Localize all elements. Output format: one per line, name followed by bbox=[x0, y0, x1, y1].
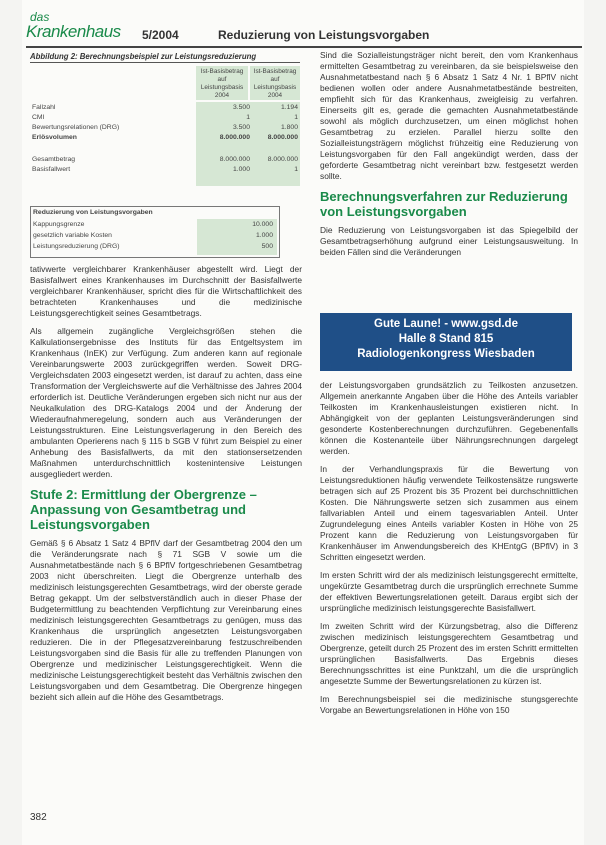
ad-line-3: Radiologenkongress Wiesbaden bbox=[357, 348, 535, 360]
body-paragraph: Im ersten Schritt wird der als medizinisch leistungsgerecht ermittelte, ungekürzte Gesamtbetrag durch die ursprünglich errechnete Summe der effektiven Bewertungsrelationen geteilt. Daraus ergibt sich der ursprüngliche medizinisch leistungsgerechte Basisfallwert. bbox=[320, 570, 578, 613]
logo-prefix: das bbox=[30, 10, 50, 24]
box-row-label: gesetzlich variable Kosten bbox=[33, 232, 112, 239]
ad-line-1: Gute Laune! - www.gsd.de bbox=[374, 318, 518, 330]
figure-col1-header: Ist-Basisbetrag auf Leistungsbasis 2004 bbox=[196, 66, 248, 100]
left-column bbox=[30, 264, 302, 710]
body-paragraph: Im zweiten Schritt wird der Kürzungsbetrag, also die Differenz zwischen medizinisch leistungsgerechtem Gesamtbetrag und Obergrenze, geteilt durch 25 Prozent des im ersten Schritt ermittelten ursprünglichen Basisfallwerts. Das Ergebnis dieses Berechnungsschrittes ist eine Punktzahl, um die die ursprünglich angesetzte Summe der Bewertungsrelationen zu kürzen ist. bbox=[320, 621, 578, 686]
box-row-value: 10.000 bbox=[252, 221, 273, 228]
row-label: Fallzahl bbox=[32, 104, 56, 111]
body-paragraph: der Leistungsvorgaben grundsätzlich zu Teilkosten anzusetzen. Allgemein anerkannte Angaben über die Höhe des Anteils variabler Teilkosten im Krankenhausleistungen existieren nicht. In Abhängigkeit von der geplanten Leistungsveränderungen sind gesonderte Kostenberechnungen durchzuführen. Gegebenenfalls können die Kostenanteile über Nährungsrechnungen dargelegt werden. bbox=[320, 380, 578, 456]
box-row-value: 500 bbox=[261, 243, 273, 250]
figure-row bbox=[30, 124, 300, 133]
box-row bbox=[31, 243, 279, 252]
row-label: Basisfallwert bbox=[32, 166, 71, 173]
figure-col2-header: Ist-Basisbetrag auf Leistungsbasis 2004 bbox=[250, 66, 300, 100]
row-label: Erlösvolumen bbox=[32, 134, 77, 141]
journal-logo: Krankenhaus bbox=[26, 22, 121, 41]
body-paragraph: In der Verhandlungspraxis für die Bewertung von Leistungsreduktionen häufig verwendete Teilkostensätze rungswerte betragen sich auf 25 Prozent bis 35 Prozent bei durchschnittlichen Kosten. Die Nährungswerte setzen sich zusammen aus einem fallvariablen Anteil und einem tagesvariablen Anteil. Unter Zugrundelegung eines Anteils variabler Kosten in Höhe von 25 Prozent kann die Reduzierung von Leistungsvorgaben für Krankenhäuser im Anwendungsbereich des KHEntgG (BPflV) in 3 Schritten eingesetzt werden. bbox=[320, 464, 578, 562]
body-paragraph: Sind die Sozialleistungsträger nicht bereit, den vom Krankenhaus ermittelten Gesamtbetrag zu vereinbaren, da sie beispielsweise den Ausnahmetatbestand nach § 6 Absatz 1 Satz 4 Nr. 1 BPflV nicht bedienen wollen oder andere Ausnahmetatbestände bestreiten, empfiehlt sich für das Krankenhaus, zweigleisig zu verfahren. Einerseits gilt es, gerade die gemachten Ausnahmetatbestände sowohl als möglich durchzusetzen, um einen möglichst hohen Gesamtbetrag zu erzielen. Parallel hierzu sollte den Sozialleistungsträgern möglichst frühzeitig eine Reduzierung von Leistungsvorgaben für den Fall angekündigt werden, dass der geforderte Gesamtbetrag nicht vereinbart bzw. festgesetzt werden sollte. bbox=[320, 50, 578, 181]
figure-row bbox=[30, 114, 300, 123]
figure-row bbox=[30, 166, 300, 175]
section-heading-berechnungsverfahren: Berechnungsverfahren zur Reduzierung von Leistungsvorgaben bbox=[320, 189, 568, 219]
figure-row bbox=[30, 104, 300, 113]
row-value-2: 8.000.000 bbox=[267, 134, 298, 141]
advertisement-box bbox=[320, 313, 572, 371]
page bbox=[22, 0, 584, 845]
row-value-1: 3.500 bbox=[232, 124, 250, 131]
row-label: CMI bbox=[32, 114, 45, 121]
issue-number: 5/2004 bbox=[142, 28, 179, 42]
page-header bbox=[22, 8, 584, 46]
body-paragraph: Als allgemein zugängliche Vergleichsgrößen stehen die Kalkulationsergebnisse des Instituts für das Entgeltsystem im Krankenhaus (InEK) zur Verfügung. Zum anderen kann auf regionale Vereinbarungswerte 2003 zurückgegriffen werden. Soweit DRG-Vergleichsdaten 2003 eingesetzt werden, ist darauf zu achten, dass eine Transformation der Vergleichswerte auf die Verhältnisse des Jahres 2004 erforderlich ist. Deutliche Veränderungen ergeben sich nicht nur aus der Neukalkulation des DRG-Katalogs 2004 und der Änderung der Wiederaufnahmeregelung, sondern auch aus Veränderungen der Leistungsstrukturen. Eine Leistungsverlagerung in den Bereich des ambulanten Operierens nach § 115 b SGB V führt zum Beispiel zu einer Anhebung des Basisfallwerts, da mit den stationsersetzenden Maßnahmen unterdurchschnittlich kostenintensive Leistungen ausgegliedert werden. bbox=[30, 326, 302, 479]
row-value-1: 8.000.000 bbox=[219, 156, 250, 163]
body-paragraph: Im Berechnungsbeispiel sei die medizinische stungsgerechte Vorgabe an Bewertungsrelationen in Höhe von 150 bbox=[320, 694, 578, 715]
figure-row bbox=[30, 156, 300, 165]
right-column-bottom bbox=[320, 380, 578, 723]
box-row-label: Kappungsgrenze bbox=[33, 221, 85, 228]
box-row bbox=[31, 221, 279, 230]
figure-reduction-box bbox=[30, 206, 280, 258]
right-column-top bbox=[320, 50, 578, 265]
figure-row bbox=[30, 134, 300, 143]
body-paragraph: Die Reduzierung von Leistungsvorgaben ist das Spiegelbild der Gesamtbetragserhöhung aufgrund einer Leistungsausweitung. In beiden Fällen sind die Veränderungen bbox=[320, 225, 578, 257]
figure-table bbox=[30, 66, 300, 262]
row-value-1: 8.000.000 bbox=[219, 134, 250, 141]
row-value-2: 1.194 bbox=[280, 104, 298, 111]
body-paragraph: tativwerte vergleichbarer Krankenhäuser abgestellt wird. Liegt der Basisfallwert eines Krankenhauses im Durchschnitt der Basisfallwerte vergleichbarer Krankenhäuser, spricht dies für die Wirtschaftlichkeit des betrachteten Krankenhauses und die medizinische Leistungsgerechtigkeit seines Gesamtbetrags. bbox=[30, 264, 302, 318]
row-label: Gesamtbetrag bbox=[32, 156, 76, 163]
body-paragraph: Gemäß § 6 Absatz 1 Satz 4 BPflV darf der Gesamtbetrag 2004 den um die Veränderungsrate nach § 71 SGB V sowie um die Ausnahmetatbestände nach § 6 BPflV fortgeschriebenen Gesamtbetrag 2003 nicht überschreiten. Liegt die Obergrenze unterhalb des medizinisch leistungsgerechten Gesamtbetrags, wird der oberste gerade Betrag gekappt. Um der selbstverständlich auch in dieser Phase der Budgetermittlung zu beachtenden Verpflichtung zur Vereinbarung eines medizinisch leistungsgerechten Gesamtbetrags zu genügen, muss das Krankenhaus die ursprünglich angesetzten Leistungsvorgaben reduzieren. Die in der Pflegesatzvereinbarung festzuschreibenden Leistungsvorgaben sind die Basis für alle zu treffenden Planungen von Obergrenze und medizinischer Leistungsgerechtigkeit. Wenn die medizinische Leistungsgerechtigkeit besteht das Verhältnis zwischen den Leistungsvorgaben und dem Gesamtbetrag. Die Obergrenze hingegen bezieht sich allein auf die Höhe des Gesamtbetrags. bbox=[30, 538, 302, 702]
running-title: Reduzierung von Leistungsvorgaben bbox=[218, 28, 430, 42]
box-row bbox=[31, 232, 279, 241]
row-value-1: 1.000 bbox=[232, 166, 250, 173]
ad-line-2: Halle 8 Stand 815 bbox=[398, 333, 494, 345]
header-divider bbox=[26, 46, 582, 48]
figure-caption: Abbildung 2: Berechnungsbeispiel zur Leistungsreduzierung bbox=[30, 52, 300, 63]
row-label: Bewertungsrelationen (DRG) bbox=[32, 124, 120, 131]
row-value-2: 1 bbox=[294, 166, 298, 173]
page-number: 382 bbox=[30, 812, 47, 823]
box-row-label: Leistungsreduzierung (DRG) bbox=[33, 243, 120, 250]
section-heading-stufe-2: Stufe 2: Ermittlung der Obergrenze – Anpassung von Gesamtbetrag und Leistungsvorgaben bbox=[30, 487, 257, 532]
row-value-1: 1 bbox=[246, 114, 250, 121]
row-value-2: 8.000.000 bbox=[267, 156, 298, 163]
row-value-2: 1.800 bbox=[280, 124, 298, 131]
box-row-value: 1.000 bbox=[255, 232, 273, 239]
row-value-1: 3.500 bbox=[232, 104, 250, 111]
box-title: Reduzierung von Leistungsvorgaben bbox=[33, 209, 153, 216]
row-value-2: 1 bbox=[294, 114, 298, 121]
